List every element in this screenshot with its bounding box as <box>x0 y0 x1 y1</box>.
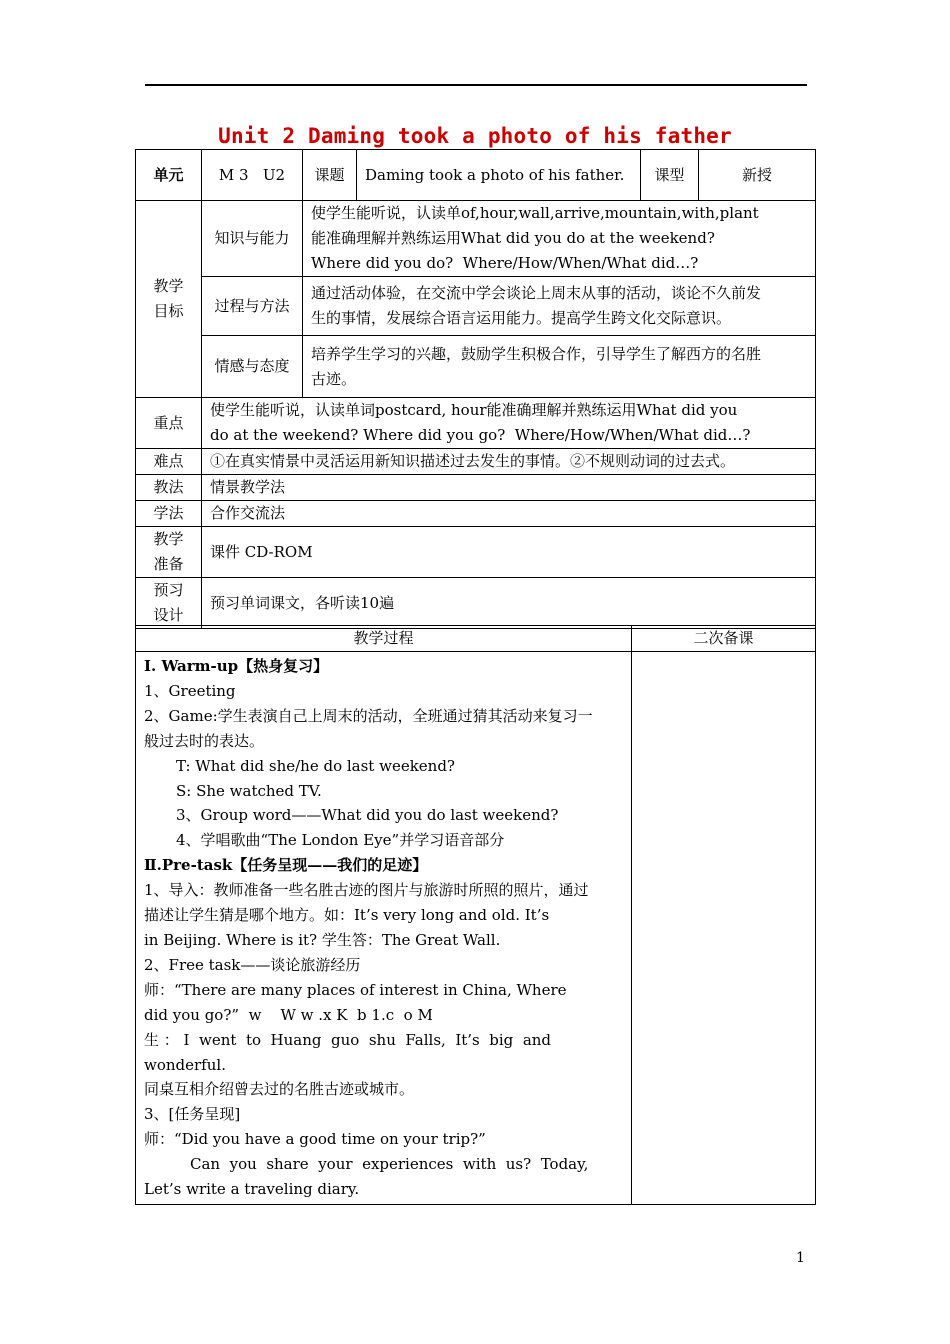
type-value: 新授 <box>699 150 816 201</box>
section-heading: Ⅱ.Pre-task【任务呈现——我们的足迹】 <box>144 856 428 875</box>
section-heading: Ⅰ. Warm-up【热身复习】 <box>144 657 329 675</box>
difficulties-label: 难点 <box>136 449 202 475</box>
process-line: 生 ： I went to Huang guo shu Falls, It’s big and <box>144 1030 552 1049</box>
key-points-line: do at the weekend? Where did you go? Where/How/When/What did…? <box>210 426 751 444</box>
process-line: 1、导入：教师准备一些名胜古迹的图片与旅游时所照的照片，通过 <box>144 881 589 900</box>
attitude-content <box>303 336 816 398</box>
process-table <box>135 625 816 1205</box>
teaching-method-value: 情景教学法 <box>202 475 816 501</box>
process-line: 同桌互相介绍曾去过的名胜古迹或城市。 <box>144 1080 415 1099</box>
preview-value: 预习单词课文，各听读10遍 <box>202 578 816 629</box>
process-line: 3、Group word——What did you do last weekend? <box>176 806 559 825</box>
process-line: 师：“There are many places of interest in China, Where <box>144 980 567 999</box>
process-method-label: 过程与方法 <box>202 277 303 336</box>
goals-label <box>136 201 202 398</box>
process-line: in Beijing. Where is it? 学生答：The Great Wall. <box>144 930 501 949</box>
page-number: 1 <box>796 1250 805 1266</box>
process-line: wonderful. <box>144 1055 226 1074</box>
process-method-content <box>303 277 816 336</box>
preparation-label <box>136 527 202 578</box>
learning-method-label: 学法 <box>136 501 202 527</box>
key-points-label: 重点 <box>136 398 202 449</box>
unit-value: M 3 U2 <box>202 150 303 201</box>
document-title: Unit 2 Daming took a photo of his father <box>218 124 732 148</box>
process-line: 般过去时的表达。 <box>144 731 265 750</box>
process-content <box>136 652 632 1205</box>
topic-label: 课题 <box>303 150 357 201</box>
preparation-label-text: 教学准备 <box>153 530 184 573</box>
key-points-content <box>202 398 816 449</box>
teaching-method-label: 教法 <box>136 475 202 501</box>
knowledge-line: 能准确理解并熟练运用What did you do at the weekend? <box>311 229 715 247</box>
topic-value: Daming took a photo of his father. <box>357 150 641 201</box>
process-line: S: She watched TV. <box>176 781 322 800</box>
preview-label-text: 预习设计 <box>153 581 184 624</box>
attitude-line: 古迹。 <box>311 369 357 388</box>
difficulties-value: ①在真实情景中灵活运用新知识描述过去发生的事情。②不规则动词的过去式。 <box>202 449 816 475</box>
process-line: 3、[任务呈现] <box>144 1105 241 1124</box>
unit-label: 单元 <box>136 150 202 201</box>
process-header: 教学过程 <box>136 626 632 652</box>
process-method-line: 生的事情，发展综合语言运用能力。提高学生跨文化交际意识。 <box>311 309 732 327</box>
header-rule <box>145 84 807 86</box>
knowledge-label: 知识与能力 <box>202 201 303 277</box>
attitude-line: 培养学生学习的兴趣，鼓励学生积极合作，引导学生了解西方的名胜 <box>311 344 762 363</box>
second-prep-header: 二次备课 <box>632 626 816 652</box>
process-line: did you go?” w W w .x K b 1.c o M <box>144 1005 433 1024</box>
knowledge-line: 使学生能听说，认读单of,hour,wall,arrive,mountain,with,plant <box>311 204 759 222</box>
type-label: 课型 <box>641 150 699 201</box>
knowledge-line: Where did you do? Where/How/When/What did…? <box>311 254 699 272</box>
process-line: 2、Free task——谈论旅游经历 <box>144 955 361 974</box>
attitude-label: 情感与态度 <box>202 336 303 398</box>
lesson-plan-table <box>135 149 816 629</box>
key-points-line: 使学生能听说，认读单词postcard, hour能准确理解并熟练运用What did you <box>210 401 738 419</box>
process-line: 1、Greeting <box>144 681 236 700</box>
knowledge-content <box>303 201 816 277</box>
process-line: Let’s write a traveling diary. <box>144 1180 360 1199</box>
process-line: 2、Game:学生表演自己上周末的活动，全班通过猜其活动来复习一 <box>144 706 593 725</box>
goals-label-text: 教学目标 <box>153 277 184 320</box>
preview-label <box>136 578 202 629</box>
process-line: Can you share your experiences with us? Today, <box>190 1155 589 1174</box>
preparation-value: 课件 CD-ROM <box>202 527 816 578</box>
process-method-line: 通过活动体验，在交流中学会谈论上周末从事的活动，谈论不久前发 <box>311 284 762 302</box>
process-line: 师：“Did you have a good time on your trip?” <box>144 1130 486 1149</box>
process-line: 描述让学生猜是哪个地方。如：It’s very long and old. It’s <box>144 906 550 925</box>
second-prep-content <box>632 652 816 1205</box>
process-line: 4、学唱歌曲“The London Eye”并学习语音部分 <box>176 831 505 850</box>
learning-method-value: 合作交流法 <box>202 501 816 527</box>
process-line: T: What did she/he do last weekend? <box>176 756 455 775</box>
